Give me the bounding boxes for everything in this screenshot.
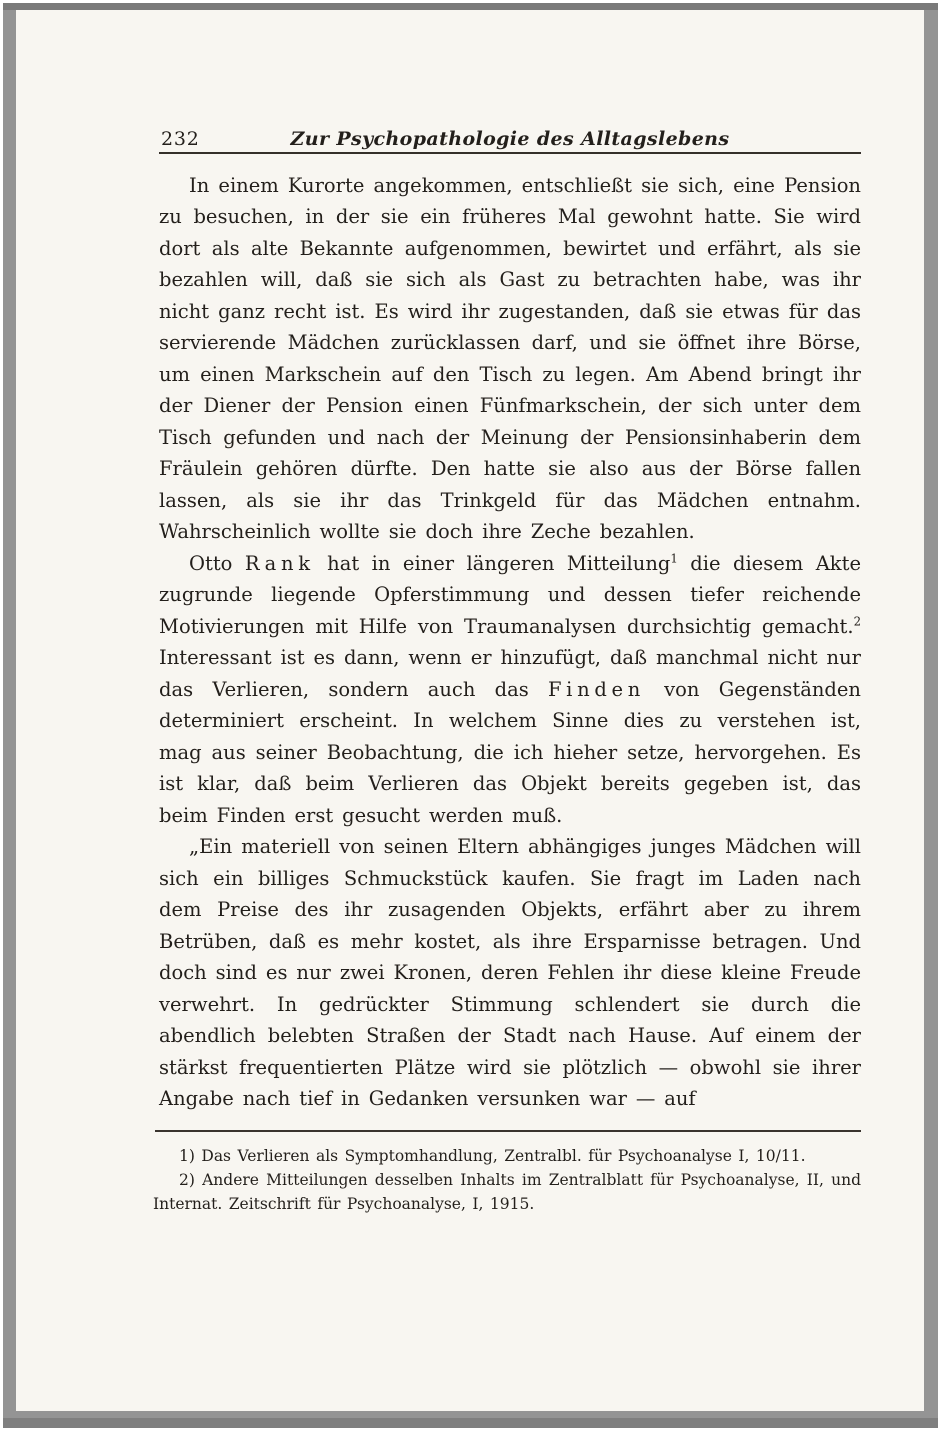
text-run: In einem Kurorte angekommen, entschließt sie sich, eine Pension zu besuchen, in der sie ein früheres Mal gewohnt hatte. Sie wird dort als alte Bekannte aufgenommen, bewirtet und erfährt, als sie bezahlen will, daß sie sich als Gast zu betrachten habe, was ihr nicht ganz recht ist. Es wird ihr zugestanden, daß sie etwas für das servierende Mädchen zurücklassen darf, und sie öffnet ihre Börse, um einen Markschein auf den Tisch zu legen. Am Abend bringt ihr der Diener der Pension einen Fünfmarkschein, der sich unter dem Tisch gefunden und nach der Meinung der Pensionsinhaberin dem Fräulein gehören dürfte. Den hatte sie also aus der Börse fallen lassen, als sie ihr das Trinkgeld für das Mädchen entnahm. Wahrscheinlich wollte sie doch ihre Zeche bezahlen. (159, 174, 861, 544)
paragraph (159, 548, 861, 831)
text-run: Interessant ist es dann, wenn er hinzufügt, daß manchmal nicht nur das Verlieren, sondern auch das (159, 646, 861, 701)
footnote-divider (155, 1130, 861, 1132)
text-run: von Gegenständen determiniert erscheint. In welchem Sinne dies zu verstehen ist, mag aus seiner Beobachtung, die ich hieher setze, hervorgehen. Es ist klar, daß beim Verlieren das Objekt bereits gegeben ist, das beim Finden erst gesucht werden muß. (159, 677, 861, 827)
paragraph (159, 170, 861, 548)
page-body (159, 170, 861, 1115)
footnote-reference: 2 (853, 614, 861, 629)
page-number: 232 (161, 128, 200, 150)
book-page (16, 10, 924, 1411)
emphasized-name: Finden (547, 677, 645, 701)
running-title: Zur Psychopathologie des Alltagslebens (290, 128, 730, 150)
footnote: 1) Das Verlieren als Symptomhandlung, Zentralbl. für Psychoanalyse I, 10/11. (179, 1146, 806, 1165)
footnote: 2) Andere Mitteilungen desselben Inhalts im Zentralblatt für Psychoanalyse, II, und Internat. Zeitschrift für Psychoanalyse, I, 1915. (153, 1170, 861, 1213)
emphasized-name: Rank (244, 551, 315, 575)
paragraph (159, 831, 861, 1114)
footnote-reference: 1 (670, 551, 678, 566)
text-run: die diesem Akte zugrunde liegende Opferstimmung und dessen tiefer reichende Motivierungen mit Hilfe von Traumanalysen durchsichtig gemacht. (159, 551, 861, 638)
text-run: Otto (189, 551, 245, 575)
page-header (159, 128, 861, 154)
text-run: „Ein materiell von seinen Eltern abhängiges junges Mädchen will sich ein billiges Schmuckstück kaufen. Sie fragt im Laden nach dem Preise des ihr zusagenden Objekts, erfährt aber zu ihrem Betrüben, daß es mehr kostet, als ihre Ersparnisse betragen. Und doch sind es nur zwei Kronen, deren Fehlen ihr diese kleine Freude verwehrt. In gedrückter Stimmung schlendert sie durch die abendlich belebten Straßen der Stadt nach Hause. Auf einem der stärkst frequentierten Plätze wird sie plötzlich — obwohl sie ihrer Angabe nach tief in Gedanken versunken war — auf (159, 835, 861, 1111)
footnotes (153, 1144, 861, 1216)
text-run: hat in einer längeren Mitteilung (314, 551, 671, 575)
